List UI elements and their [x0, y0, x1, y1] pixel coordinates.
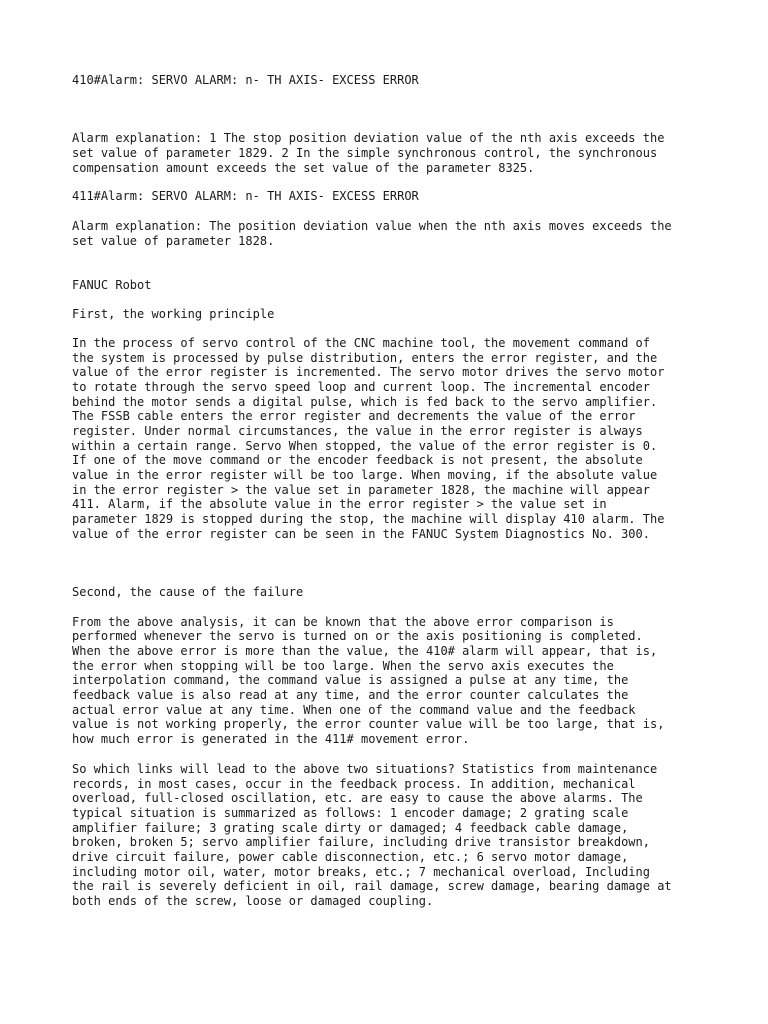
section-1-heading: First, the working principle — [72, 307, 275, 321]
section-3-line: broken, broken 5; servo amplifier failure, including drive transistor breakdown, — [72, 835, 650, 849]
section-2-line: From the above analysis, it can be known that the above error comparison is — [72, 615, 614, 629]
section-2-line: interpolation command, the command value is assigned a pulse at any time, the — [72, 673, 629, 687]
section-2-line: actual error value at any time. When one of the command value and the feedback — [72, 703, 636, 717]
section-3-line: typical situation is summarized as follows: 1 encoder damage; 2 grating scale — [72, 806, 629, 820]
alarm-410-explanation-line: Alarm explanation: 1 The stop position deviation value of the nth axis exceeds the — [72, 131, 665, 145]
alarm-410-title: 410#Alarm: SERVO ALARM: n- TH AXIS- EXCESS ERROR — [72, 73, 419, 87]
section-2-heading: Second, the cause of the failure — [72, 585, 304, 599]
section-1-line: the system is processed by pulse distribution, enters the error register, and the — [72, 351, 658, 365]
section-3-line: the rail is severely deficient in oil, rail damage, screw damage, bearing damage at — [72, 879, 672, 893]
section-2-line: When the above error is more than the value, the 410# alarm will appear, that is, — [72, 644, 658, 658]
section-1-line: value of the error register can be seen in the FANUC System Diagnostics No. 300. — [72, 527, 650, 541]
alarm-411-title: 411#Alarm: SERVO ALARM: n- TH AXIS- EXCESS ERROR — [72, 189, 419, 203]
section-1-line: within a certain range. Servo When stopped, the value of the error register is 0. — [72, 439, 658, 453]
alarm-411-explanation-line: set value of parameter 1828. — [72, 234, 275, 248]
section-1-line: parameter 1829 is stopped during the stop, the machine will display 410 alarm. The — [72, 512, 665, 526]
robot-heading: FANUC Robot — [72, 278, 152, 292]
section-3-line: including motor oil, water, motor breaks, etc.; 7 mechanical overload, Including — [72, 865, 650, 879]
section-3-line: drive circuit failure, power cable disconnection, etc.; 6 servo motor damage, — [72, 850, 629, 864]
alarm-410-explanation-line: compensation amount exceeds the set value of the parameter 8325. — [72, 161, 535, 175]
section-3-line: amplifier failure; 3 grating scale dirty or damaged; 4 feedback cable damage, — [72, 821, 629, 835]
section-3-line: overload, full-closed oscillation, etc. are easy to cause the above alarms. The — [72, 791, 643, 805]
section-1-line: value in the error register will be too large. When moving, if the absolute value — [72, 468, 658, 482]
section-2-line: performed whenever the servo is turned on or the axis positioning is completed. — [72, 629, 643, 643]
section-1-line: to rotate through the servo speed loop and current loop. The incremental encoder — [72, 380, 650, 394]
section-2-line: value is not working properly, the error counter value will be too large, that is, — [72, 717, 665, 731]
section-1-line: The FSSB cable enters the error register and decrements the value of the error — [72, 409, 636, 423]
section-3-line: So which links will lead to the above two situations? Statistics from maintenance — [72, 762, 658, 776]
section-1-line: 411. Alarm, if the absolute value in the error register > the value set in — [72, 497, 607, 511]
section-1-line: register. Under normal circumstances, the value in the error register is always — [72, 424, 643, 438]
section-3-line: both ends of the screw, loose or damaged coupling. — [72, 894, 434, 908]
section-1-line: If one of the move command or the encoder feedback is not present, the absolute — [72, 453, 643, 467]
section-2-line: feedback value is also read at any time, and the error counter calculates the — [72, 688, 629, 702]
section-1-line: In the process of servo control of the CNC machine tool, the movement command of — [72, 336, 650, 350]
section-2-line: the error when stopping will be too large. When the servo axis executes the — [72, 659, 614, 673]
alarm-411-explanation-line: Alarm explanation: The position deviation value when the nth axis moves exceeds the — [72, 219, 672, 233]
section-2-line: how much error is generated in the 411# movement error. — [72, 732, 470, 746]
alarm-410-explanation-line: set value of parameter 1829. 2 In the simple synchronous control, the synchronous — [72, 146, 658, 160]
section-1-line: behind the motor sends a digital pulse, which is fed back to the servo amplifier. — [72, 395, 658, 409]
section-1-line: value of the error register is incremented. The servo motor drives the servo motor — [72, 365, 665, 379]
section-3-line: records, in most cases, occur in the feedback process. In addition, mechanical — [72, 777, 636, 791]
section-1-line: in the error register > the value set in parameter 1828, the machine will appear — [72, 483, 650, 497]
